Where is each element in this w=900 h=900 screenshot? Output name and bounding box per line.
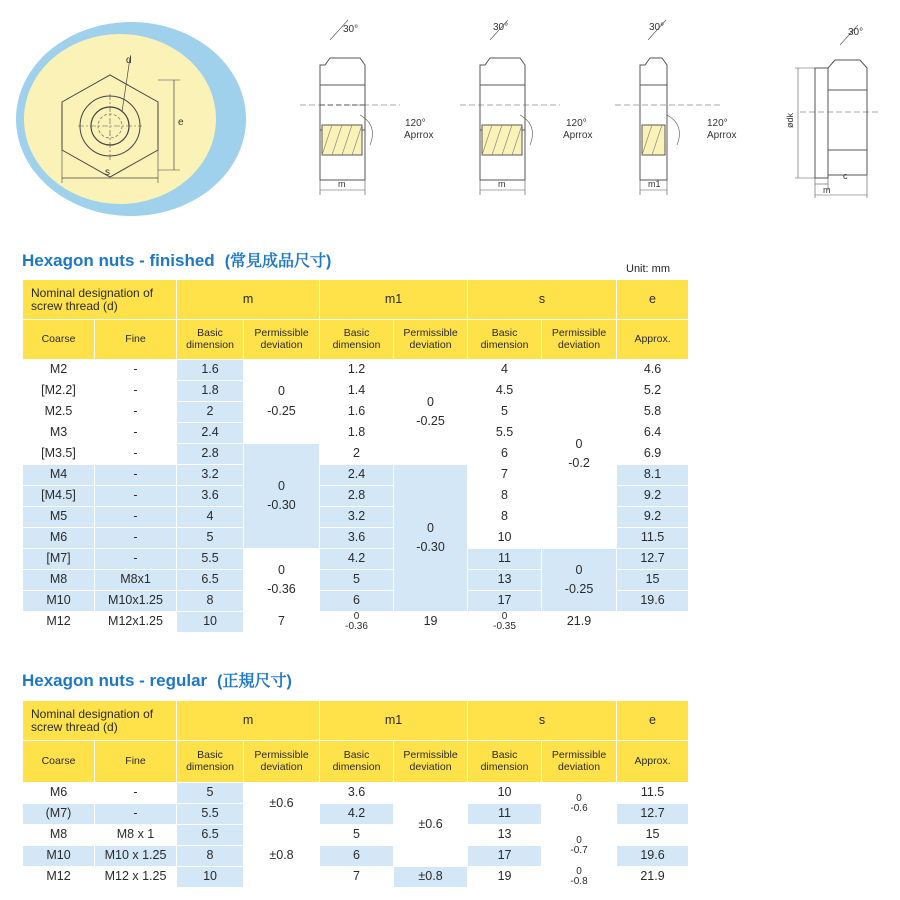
regular-title [22,668,292,691]
finished-m1-deviation-lower: -0.30 [416,540,445,554]
table-row [23,783,689,804]
finished-fine: - [95,402,177,423]
finished-s-basic: 4.5 [468,381,542,402]
finished-s-deviation-lower: -0.25 [564,582,594,596]
finished-e-approx: 5.2 [617,381,689,402]
finished-m1-basic: 3.2 [320,507,394,528]
finished-fine: - [95,360,177,381]
finished-header-m1-basic: Basic dimension [320,320,394,360]
regular-s-basic: 19 [468,867,542,888]
finished-m1-deviation-upper: 0 [427,520,434,535]
finished-fine: - [95,381,177,402]
regular-fine: M8 x 1 [95,825,177,846]
side3-chamfer: 120° [707,118,728,129]
side2-chamfer: 120° [566,118,587,129]
regular-m1-basic: 6 [320,846,394,867]
finished-header-m1: m1 [320,280,468,320]
finished-coarse: [M4.5] [23,486,95,507]
regular-s-deviation-upper: 0 [576,792,582,804]
finished-m1-basic: 1.4 [320,381,394,402]
finished-e-approx: 9.2 [617,507,689,528]
finished-fine: - [95,507,177,528]
regular-s-basic: 13 [468,825,542,846]
finished-s-deviation-upper: 0 [575,562,583,577]
finished-m1-basic: 1.6 [320,402,394,423]
regular-header-s: s [468,701,617,741]
finished-m-basic: 3.2 [177,465,244,486]
finished-e-approx: 6.9 [617,444,689,465]
finished-m-deviation-lower: -0.36 [267,582,296,596]
regular-fine: - [95,804,177,825]
finished-coarse: M5 [23,507,95,528]
side3-approx: Aprrox [707,130,737,141]
finished-m-deviation-lower: -0.30 [267,498,296,512]
finished-fine: M10x1.25 [95,591,177,612]
finished-coarse: [M2.2] [23,381,95,402]
finished-e-approx: 4.6 [617,360,689,381]
regular-s-basic: 11 [468,804,542,825]
finished-fine: - [95,486,177,507]
side4-c: c [843,171,848,181]
side2-angle: 30° [493,22,509,33]
side1-dim: m [338,179,346,189]
regular-header-coarse: Coarse [23,741,95,783]
regular-fine: - [95,783,177,804]
finished-m-basic: 3.6 [177,486,244,507]
finished-header-s-basic: Basic dimension [468,320,542,360]
side2-dim: m [498,179,506,189]
regular-s-deviation-lower: -0.7 [570,844,588,856]
table-row [23,825,689,846]
finished-e-approx: 9.2 [617,486,689,507]
finished-s-basic: 8 [468,486,542,507]
finished-table [22,279,689,633]
regular-s-deviation [542,783,617,825]
finished-m1-basic: 2.8 [320,486,394,507]
regular-header-m-perm: Permissible deviation [244,741,320,783]
finished-header-m: m [177,280,320,320]
finished-header-e-approx: Approx. [617,320,689,360]
finished-s-basic: 10 [468,528,542,549]
finished-m1-deviation [320,612,394,633]
unit-label: Unit: mm [626,263,670,275]
finished-fine: - [95,465,177,486]
finished-m1-basic: 4.2 [320,549,394,570]
finished-coarse: [M7] [23,549,95,570]
finished-m1-basic: 1.8 [320,423,394,444]
regular-e-approx: 19.6 [617,846,689,867]
regular-s-basic: 17 [468,846,542,867]
finished-m1-basic: 2.4 [320,465,394,486]
finished-s-deviation-lower: -0.2 [568,456,590,470]
side1-approx: Aprrox [404,130,434,141]
regular-m-basic: 6.5 [177,825,244,846]
finished-e-approx: 12.7 [617,549,689,570]
regular-coarse: (M7) [23,804,95,825]
side4-angle: 30° [848,27,864,38]
finished-fine: - [95,444,177,465]
finished-s-deviation-upper: 0 [575,436,583,451]
nut-side-view-4 [795,25,880,198]
regular-s-basic: 10 [468,783,542,804]
finished-s-deviation-upper: 0 [501,611,508,622]
finished-title-cjk: (常見成品尺寸) [224,253,332,270]
regular-fine: M12 x 1.25 [95,867,177,888]
regular-header-e: e [617,701,689,741]
finished-e-approx: 5.8 [617,402,689,423]
regular-e-approx: 21.9 [617,867,689,888]
regular-m1-basic: 4.2 [320,804,394,825]
finished-m1-basic: 7 [244,612,320,633]
finished-fine: - [95,423,177,444]
finished-m-basic: 1.8 [177,381,244,402]
regular-coarse: M10 [23,846,95,867]
side1-angle: 30° [343,24,359,35]
table-row [23,612,689,633]
finished-fine: - [95,549,177,570]
regular-s-deviation [542,867,617,888]
finished-coarse: M2 [23,360,95,381]
finished-m-basic: 2.4 [177,423,244,444]
finished-e-approx: 15 [617,570,689,591]
finished-coarse: M3 [23,423,95,444]
finished-e-approx: 11.5 [617,528,689,549]
finished-m1-deviation-upper: 0 [427,394,434,409]
finished-m1-basic: 3.6 [320,528,394,549]
finished-s-basic: 7 [468,465,542,486]
nut-side-view-2 [460,20,560,195]
side2-approx: Aprrox [563,130,593,141]
regular-header-m-basic: Basic dimension [177,741,244,783]
finished-s-basic: 4 [468,360,542,381]
regular-coarse: M12 [23,867,95,888]
finished-m-deviation [244,444,320,549]
finished-m-basic: 8 [177,591,244,612]
finished-m-deviation-lower: -0.25 [267,403,296,418]
regular-m-basic: 10 [177,867,244,888]
finished-m-basic: 10 [177,612,244,633]
finished-coarse: [M3.5] [23,444,95,465]
finished-m-basic: 5 [177,528,244,549]
regular-m1-basic: 3.6 [320,783,394,804]
finished-m-basic: 5.5 [177,549,244,570]
finished-m-deviation [244,360,320,444]
finished-s-basic: 17 [468,591,542,612]
finished-m-basic: 6.5 [177,570,244,591]
finished-s-basic: 11 [468,549,542,570]
finished-coarse: M8 [23,570,95,591]
regular-m1-basic: 5 [320,825,394,846]
finished-header-fine: Fine [95,320,177,360]
table-row [23,360,689,381]
finished-coarse: M4 [23,465,95,486]
regular-e-approx: 15 [617,825,689,846]
finished-m1-deviation-lower: -0.25 [416,414,445,428]
regular-m-deviation: ±0.8 [244,825,320,888]
finished-s-basic: 5 [468,402,542,423]
finished-m-basic: 2.8 [177,444,244,465]
finished-e-approx: 21.9 [542,612,617,633]
regular-table [22,700,689,888]
finished-e-approx: 19.6 [617,591,689,612]
finished-s-basic: 5.5 [468,423,542,444]
regular-s-deviation [542,825,617,867]
side3-angle: 30° [649,22,665,33]
finished-m1-basic: 6 [320,591,394,612]
finished-coarse: M12 [23,612,95,633]
regular-s-deviation-upper: 0 [576,866,582,877]
regular-coarse: M8 [23,825,95,846]
finished-s-basic: 8 [468,507,542,528]
regular-header-fine: Fine [95,741,177,783]
finished-s-basic: 6 [468,444,542,465]
finished-header-m-basic: Basic dimension [177,320,244,360]
side1-chamfer: 120° [405,118,426,129]
finished-fine: - [95,528,177,549]
finished-header-m-perm: Permissible deviation [244,320,320,360]
technical-drawing [0,0,900,230]
regular-m-basic: 8 [177,846,244,867]
finished-title-text: Hexagon nuts - finished [22,251,215,270]
finished-m1-deviation-lower: -0.36 [345,621,368,632]
finished-s-basic: 19 [394,612,468,633]
finished-coarse: M10 [23,591,95,612]
table-row [23,549,689,570]
regular-header-e-approx: Approx. [617,741,689,783]
top-view-label-d: d [126,55,132,66]
regular-s-deviation-upper: 0 [576,834,582,846]
finished-e-approx: 6.4 [617,423,689,444]
finished-header-nominal: Nominal designation of screw thread (d) [23,280,177,320]
finished-m-deviation [244,549,320,612]
top-view-label-s: s [105,167,110,178]
top-view-label-e: e [178,117,184,128]
finished-m1-basic: 1.2 [320,360,394,381]
finished-coarse: M2.5 [23,402,95,423]
finished-fine: M12x1.25 [95,612,177,633]
finished-s-deviation-lower: -0.35 [493,621,516,632]
finished-header-s: s [468,280,617,320]
finished-m1-deviation-upper: 0 [353,611,360,622]
finished-e-approx: 8.1 [617,465,689,486]
finished-m1-deviation [394,465,468,612]
finished-header-coarse: Coarse [23,320,95,360]
regular-title-cjk: (正規尺寸) [217,673,292,690]
regular-header-nominal: Nominal designation of screw thread (d) [23,701,177,741]
finished-coarse: M6 [23,528,95,549]
side4-dk: ødk [785,112,795,128]
nut-side-view-1 [300,20,400,195]
finished-s-deviation [468,612,542,633]
regular-header-m1-perm: Permissible deviation [394,741,468,783]
side3-dim: m1 [648,179,661,189]
finished-header-e: e [617,280,689,320]
finished-m1-deviation [394,360,468,465]
finished-m1-basic: 5 [320,570,394,591]
regular-s-deviation-lower: -0.6 [570,802,588,814]
finished-s-deviation [542,549,617,612]
regular-e-approx: 12.7 [617,804,689,825]
finished-m-deviation-upper: 0 [278,562,285,577]
finished-m-deviation-upper: 0 [278,384,285,399]
finished-m-basic: 4 [177,507,244,528]
finished-m-basic: 2 [177,402,244,423]
regular-m1-deviation: ±0.6 [394,783,468,867]
regular-title-text: Hexagon nuts - regular [22,671,208,690]
finished-title [22,248,331,271]
regular-header-s-basic: Basic dimension [468,741,542,783]
regular-header-m: m [177,701,320,741]
regular-m-basic: 5.5 [177,804,244,825]
finished-s-deviation [542,360,617,549]
regular-fine: M10 x 1.25 [95,846,177,867]
finished-m-basic: 1.6 [177,360,244,381]
side4-dim: m [823,185,831,195]
regular-e-approx: 11.5 [617,783,689,804]
regular-m1-basic: 7 [320,867,394,888]
finished-s-basic: 13 [468,570,542,591]
regular-header-m1-basic: Basic dimension [320,741,394,783]
regular-m-deviation: ±0.6 [244,783,320,825]
nut-side-view-3 [615,20,720,195]
finished-m1-basic: 2 [320,444,394,465]
regular-header-m1: m1 [320,701,468,741]
regular-header-s-perm: Permissible deviation [542,741,617,783]
regular-coarse: M6 [23,783,95,804]
table-row [23,867,689,888]
finished-header-m1-perm: Permissible deviation [394,320,468,360]
regular-m-basic: 5 [177,783,244,804]
nut-top-view [16,22,246,216]
regular-m1-deviation: ±0.8 [394,867,468,888]
finished-m-deviation-upper: 0 [278,478,285,493]
regular-s-deviation-lower: -0.8 [570,876,588,887]
finished-fine: M8x1 [95,570,177,591]
finished-header-s-perm: Permissible deviation [542,320,617,360]
